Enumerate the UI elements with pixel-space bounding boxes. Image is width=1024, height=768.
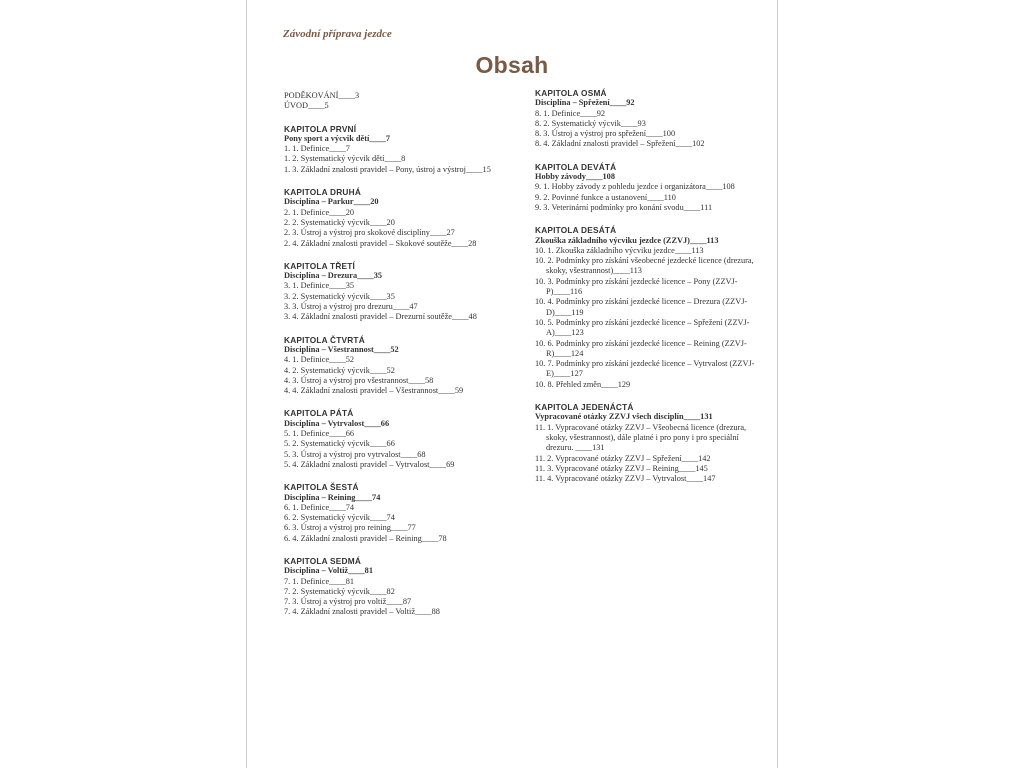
toc-entry: 9. 2. Povinné funkce a ustanovení____110 (535, 192, 676, 202)
chapter-5 (284, 408, 532, 470)
toc-entry: 11. 3. Vypracované otázky ZZVJ – Reining____145 (535, 463, 708, 473)
book-page (246, 0, 778, 768)
toc-column-left (284, 91, 532, 630)
toc-entry: 4. 2. Systematický výcvik____52 (284, 365, 395, 375)
toc-entry: 7. 3. Ústroj a výstroj pro voltiž____87 (284, 597, 412, 607)
front-matter (284, 91, 532, 112)
toc-entry: 2. 3. Ústroj a výstroj pro skokové disciplíny____27 (284, 228, 455, 238)
toc-entry: 5. 1. Definice____66 (284, 429, 355, 439)
chapter-subtitle: Disciplína – Reining____74 (284, 492, 381, 502)
toc-entry: 5. 3. Ústroj a výstroj pro vytrvalost____68 (284, 449, 426, 459)
toc-entry: 6. 4. Základní znalosti pravidel – Reining____78 (284, 533, 447, 543)
chapter-subtitle: Hobby závody____108 (535, 172, 615, 182)
toc-entry: 11. 4. Vypracované otázky ZZVJ – Vytrvalost____147 (535, 474, 716, 484)
toc-entry: 4. 4. Základní znalosti pravidel – Všestrannost____59 (284, 386, 464, 396)
toc-entry: 5. 4. Základní znalosti pravidel – Vytrvalost____69 (284, 459, 455, 469)
chapter-10 (535, 225, 767, 390)
toc-entry: 3. 2. Systematický výcvik____35 (284, 291, 395, 301)
chapter-11 (535, 402, 767, 484)
chapter-heading: KAPITOLA OSMÁ (535, 88, 607, 98)
chapter-heading: KAPITOLA TŘETÍ (284, 260, 356, 271)
chapter-7 (284, 556, 532, 618)
chapter-9 (535, 162, 767, 213)
chapter-subtitle: Disciplína – Voltiž____81 (284, 566, 373, 576)
toc-entry: 10. 1. Zkouška základního výcviku jezdce____113 (535, 245, 704, 255)
chapter-subtitle: Disciplína – Drezura____35 (284, 271, 383, 281)
toc-entry: 11. 2. Vypracované otázky ZZVJ – Spřežení____142 (535, 453, 711, 463)
chapter-subtitle: Pony sport a výcvik dětí____7 (284, 133, 391, 143)
running-header: Závodní příprava jezdce (283, 28, 392, 40)
toc-entry: 1. 1. Definice____7 (284, 144, 350, 154)
toc-entry-acknowledgements: PODĚKOVÁNÍ____3 (284, 91, 360, 100)
toc-entry: 9. 3. Veterinární podmínky pro konání svodu____111 (535, 202, 713, 212)
toc-entry: 7. 2. Systematický výcvik____82 (284, 586, 395, 596)
chapter-1 (284, 124, 532, 175)
toc-entry: 2. 1. Definice____20 (284, 207, 355, 217)
chapter-8 (535, 88, 767, 150)
chapter-heading: KAPITOLA ČTVRTÁ (284, 334, 365, 345)
toc-entry: 10. 7. Podmínky pro získání jezdecké licence – Vytrvalost (ZZVJ-E)____127 (535, 359, 755, 379)
chapter-heading: KAPITOLA SEDMÁ (284, 555, 362, 566)
toc-entry: 3. 3. Ústroj a výstroj pro drezuru____47 (284, 302, 418, 312)
chapter-heading: KAPITOLA DESÁTÁ (535, 225, 617, 236)
toc-entry: 5. 2. Systematický výcvik____66 (284, 439, 395, 449)
toc-entry: 6. 3. Ústroj a výstroj pro reining____77 (284, 523, 416, 533)
chapter-subtitle: Disciplína – Všestrannost____52 (284, 344, 399, 354)
chapter-heading: KAPITOLA PRVNÍ (284, 123, 357, 134)
toc-entry: 2. 4. Základní znalosti pravidel – Skokové soutěže____28 (284, 238, 477, 248)
toc-entry: 10. 6. Podmínky pro získání jezdecké licence – Reining (ZZVJ-R)____124 (535, 338, 747, 358)
chapter-subtitle: Zkouška základního výcviku jezdce (ZZVJ)____113 (535, 235, 719, 245)
chapter-6 (284, 482, 532, 544)
toc-entry: 2. 2. Systematický výcvik____20 (284, 217, 395, 227)
chapter-3 (284, 261, 532, 323)
toc-entry: 1. 2. Systematický výcvik dětí____8 (284, 154, 406, 164)
toc-entry: 9. 1. Hobby závody z pohledu jezdce i organizátora____108 (535, 182, 735, 192)
toc-entry: 10. 3. Podmínky pro získání jezdecké licence – Pony (ZZVJ-P)____116 (535, 276, 738, 297)
toc-entry: 3. 1. Definice____35 (284, 281, 355, 291)
toc-entry: 10. 5. Podmínky pro získání jezdecké licence – Spřežení (ZZVJ-A)____123 (535, 317, 750, 338)
chapter-heading: KAPITOLA PÁTÁ (284, 408, 354, 419)
toc-entry: 10. 4. Podmínky pro získání jezdecké licence – Drezura (ZZVJ-D)____119 (535, 297, 748, 317)
toc-entry: 1. 3. Základní znalosti pravidel – Pony, ústroj a výstroj____15 (284, 164, 491, 174)
toc-entry: 7. 4. Základní znalosti pravidel – Voltiž____88 (284, 607, 440, 617)
toc-entry: 8. 2. Systematický výcvik____93 (535, 118, 646, 128)
toc-entry: 4. 1. Definice____52 (284, 355, 355, 365)
toc-entry: 8. 1. Definice____92 (535, 108, 606, 118)
toc-entry: 10. 8. Přehled změn____129 (535, 379, 631, 389)
toc-entry: 8. 3. Ústroj a výstroj pro spřežení____100 (535, 129, 676, 139)
toc-entry: 11. 1. Vypracované otázky ZZVJ – Všeobecná licence (drezura, skoky, všestrannost), dále platné i pro pony i pro speciální drezuru. ____131 (535, 422, 747, 453)
toc-entry: 4. 3. Ústroj a výstroj pro všestrannost____58 (284, 375, 434, 385)
toc-entry: 6. 1. Definice____74 (284, 502, 355, 512)
chapter-2 (284, 187, 532, 249)
toc-entry: 6. 2. Systematický výcvik____74 (284, 513, 395, 523)
toc-entry: 10. 2. Podmínky pro získání všeobecné jezdecké licence (drezura, skoky, všestrannost)____113 (535, 256, 754, 276)
chapter-subtitle: Vypracované otázky ZZVJ všech disciplín____131 (535, 412, 713, 422)
toc-entry: 3. 4. Základní znalosti pravidel – Drezurní soutěže____48 (284, 312, 477, 322)
chapter-subtitle: Disciplína – Parkur____20 (284, 197, 379, 207)
chapter-heading: KAPITOLA JEDENÁCTÁ (535, 402, 634, 413)
chapter-heading: KAPITOLA DEVÁTÁ (535, 161, 617, 172)
chapter-subtitle: Disciplína – Vytrvalost____66 (284, 418, 390, 428)
toc-entry: 7. 1. Definice____81 (284, 576, 355, 586)
toc-column-right (535, 88, 767, 496)
chapter-heading: KAPITOLA ŠESTÁ (284, 482, 359, 493)
chapter-heading: KAPITOLA DRUHÁ (284, 187, 362, 198)
chapter-subtitle: Disciplína – Spřežení____92 (535, 98, 635, 108)
chapter-4 (284, 335, 532, 397)
page-title: Obsah (475, 52, 549, 78)
toc-entry: 8. 4. Základní znalosti pravidel – Spřežení____102 (535, 139, 705, 149)
toc-entry-introduction: ÚVOD____5 (284, 101, 329, 111)
